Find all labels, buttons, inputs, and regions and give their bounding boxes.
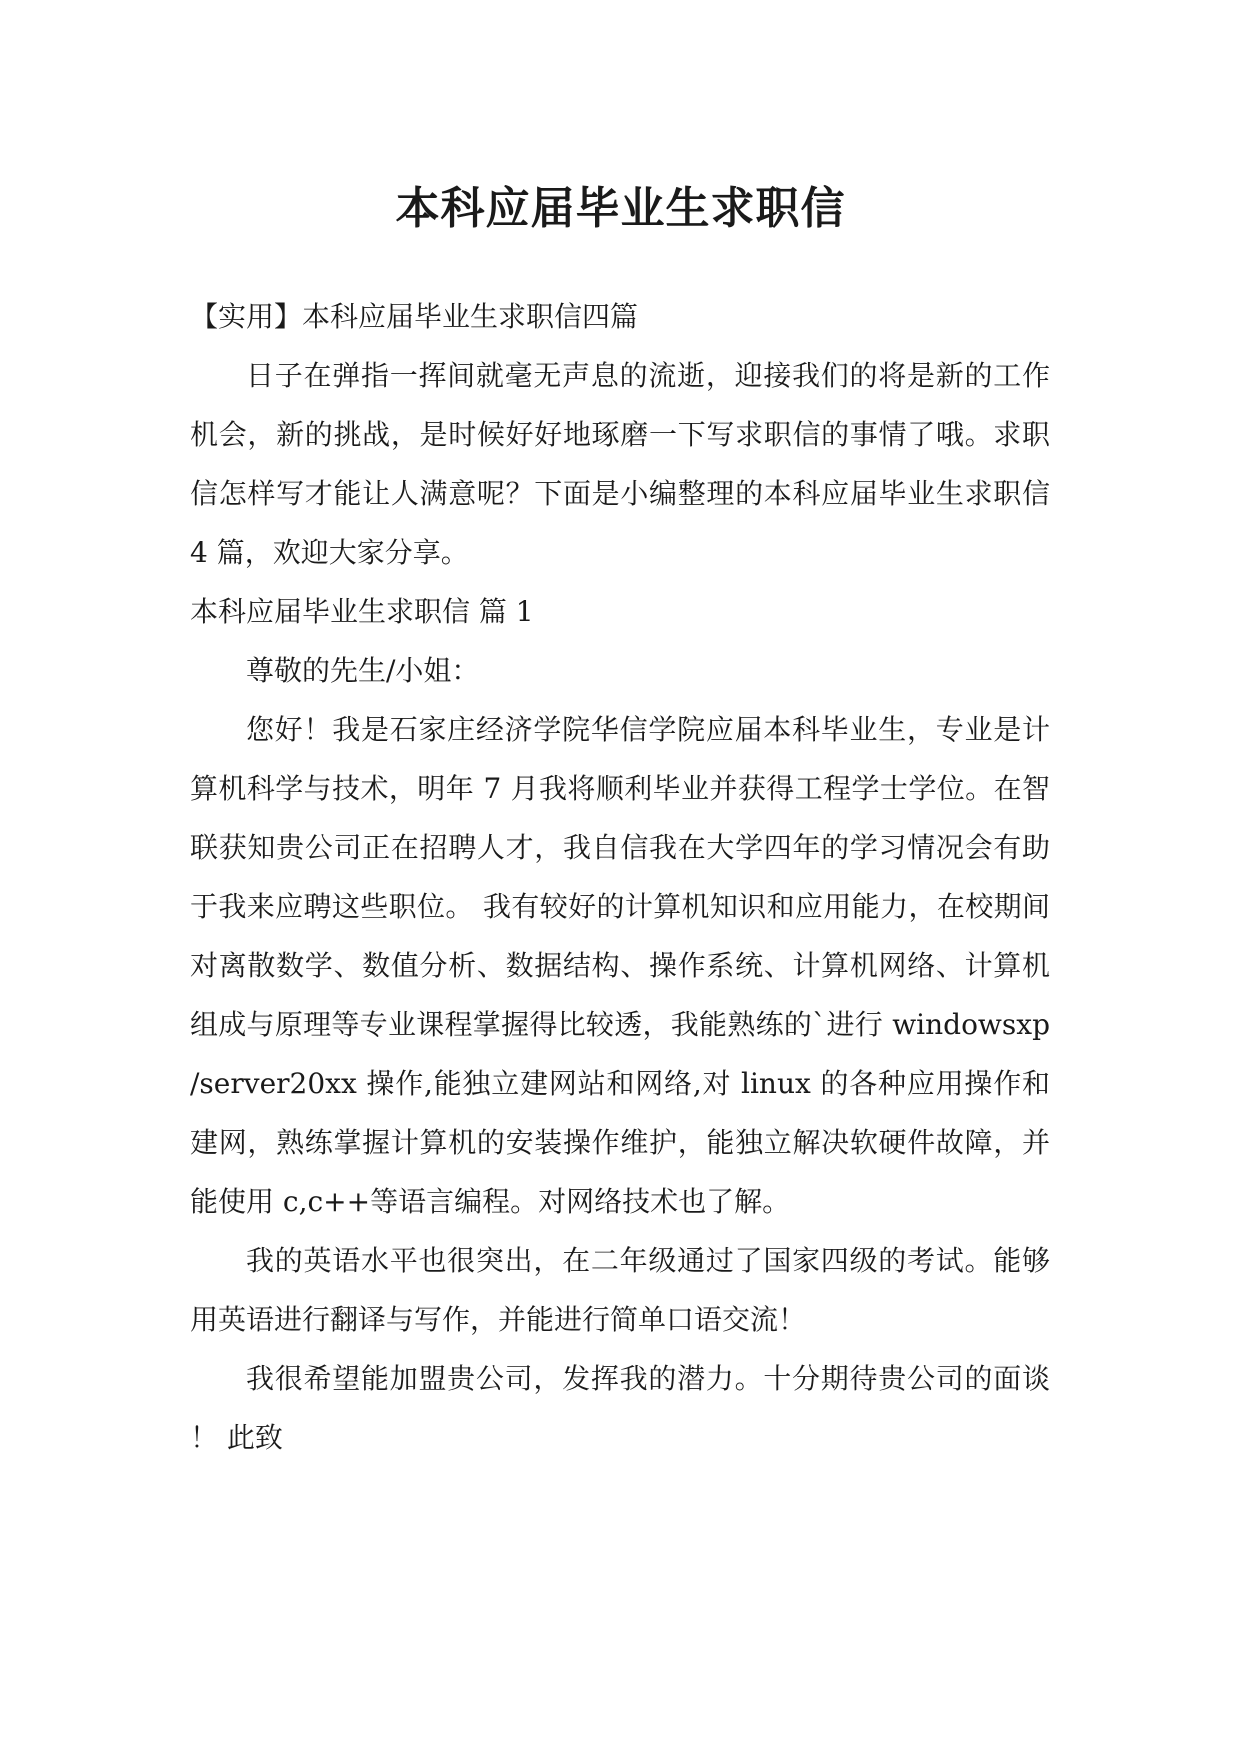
letter-paragraph-2: 我的英语水平也很突出，在二年级通过了国家四级的考试。能够用英语进行翻译与写作，并能进行简单口语交流！: [190, 1244, 1050, 1336]
document-subtitle: 【实用】本科应届毕业生求职信四篇: [190, 300, 639, 333]
letter-paragraph-3: 我很希望能加盟贵公司，发挥我的潜力。十分期待贵公司的面谈！ 此致: [190, 1362, 1050, 1454]
document-title: 本科应届毕业生求职信: [395, 183, 846, 235]
section-heading: 本科应届毕业生求职信 篇 1: [190, 595, 534, 628]
letter-paragraph-1: 您好！我是石家庄经济学院华信学院应届本科毕业生，专业是计算机科学与技术，明年 7 月我将顺利毕业并获得工程学士学位。在智联获知贵公司正在招聘人才，我自信我在大学四年的学习情况会有助于我来应聘这些职位。 我有较好的计算机知识和应用能力，在校期间对离散数学、数值分析、数据结构、操作系统、计算机网络、计算机组成与原理等专业课程掌握得比较透，我能熟练的`进行 windowsxp/server20xx 操作,能独立建网站和网络,对 linux 的各种应用操作和建网，熟练掌握计算机的安装操作维护，能独立解决软硬件故障，并能使用 c,c++等语言编程。对网络技术也了解。: [190, 713, 1050, 1218]
document-body: [190, 287, 1050, 1467]
salutation: 尊敬的先生/小姐：: [246, 654, 480, 687]
intro-paragraph: 日子在弹指一挥间就毫无声息的流逝，迎接我们的将是新的工作机会，新的挑战，是时候好好地琢磨一下写求职信的事情了哦。求职信怎样写才能让人满意呢？下面是小编整理的本科应届毕业生求职信 4 篇，欢迎大家分享。: [190, 359, 1050, 569]
